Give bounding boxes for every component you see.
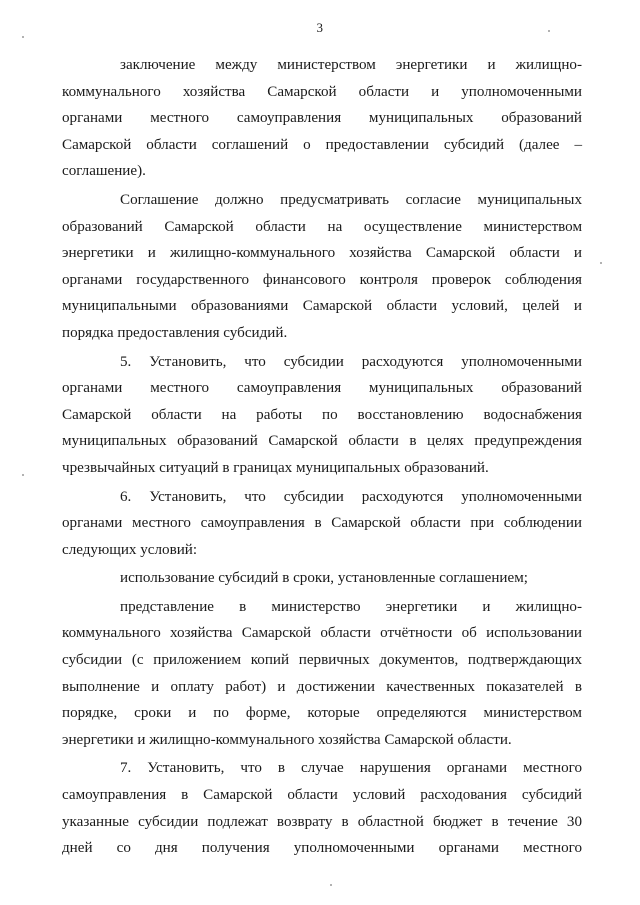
text-line: 5. Установить, что субсидии расходуются уполномоченными <box>120 353 582 370</box>
scan-speck <box>22 474 24 476</box>
text-line: чрезвычайных ситуаций в границах муниципальных образований. <box>62 459 489 476</box>
text-line: энергетики и жилищно-коммунального хозяйства Самарской области. <box>62 731 512 748</box>
paragraph-agreement-conclusion <box>62 52 582 185</box>
paragraph-condition-deadlines <box>62 565 582 592</box>
text-line: указанные субсидии подлежат возврату в областной бюджет в течение 30 <box>62 813 582 830</box>
text-line: коммунального хозяйства Самарской области отчётности об использовании <box>62 625 582 642</box>
text-line: использование субсидий в сроки, установленные соглашением; <box>120 570 528 587</box>
text-line: следующих условий: <box>62 541 198 558</box>
text-line: субсидии (с приложением копий первичных документов, подтверждающих <box>62 652 582 669</box>
scan-speck <box>548 30 550 32</box>
text-line: коммунального хозяйства Самарской области и уполномоченными <box>62 83 582 100</box>
text-line: заключение между министерством энергетики и жилищно- <box>120 57 582 73</box>
text-line: дней со дня получения уполномоченными органами местного <box>62 840 582 857</box>
paragraph-item-5 <box>62 349 582 482</box>
text-line: энергетики и жилищно-коммунального хозяйства Самарской области и <box>62 245 582 262</box>
text-line: образований Самарской области на осуществление министерством <box>62 218 582 235</box>
page-number: 3 <box>316 20 324 35</box>
paragraph-agreement-consent <box>62 187 582 347</box>
text-line: соглашение). <box>62 163 146 180</box>
document-body <box>62 52 582 862</box>
text-line: 7. Установить, что в случае нарушения органами местного <box>120 760 582 777</box>
scan-speck <box>330 884 332 886</box>
text-line: органами государственного финансового контроля проверок соблюдения <box>62 271 582 288</box>
text-line: порядка предоставления субсидий. <box>62 324 288 341</box>
text-line: самоуправления в Самарской области условий расходования субсидий <box>62 787 582 804</box>
text-line: муниципальных образований Самарской области в целях предупреждения <box>62 433 582 450</box>
scan-speck <box>22 36 24 38</box>
paragraph-condition-reporting <box>62 594 582 754</box>
text-line: Соглашение должно предусматривать согласие муниципальных <box>120 191 582 208</box>
text-line: органами местного самоуправления муниципальных образований <box>62 110 582 127</box>
text-line: порядке, сроки и по форме, которые определяются министерством <box>62 705 582 722</box>
text-line: Самарской области на работы по восстановлению водоснабжения <box>62 406 582 423</box>
text-line: органами местного самоуправления в Самарской области при соблюдении <box>62 515 582 532</box>
text-line: выполнение и оплату работ) и достижении качественных показателей в <box>62 678 582 695</box>
scan-speck <box>600 262 602 264</box>
paragraph-item-7 <box>62 755 582 861</box>
text-line: органами местного самоуправления муниципальных образований <box>62 380 582 397</box>
paragraph-item-6 <box>62 484 582 564</box>
text-line: Самарской области соглашений о предоставлении субсидий (далее – <box>62 136 582 153</box>
text-line: 6. Установить, что субсидии расходуются уполномоченными <box>120 488 582 505</box>
text-line: представление в министерство энергетики и жилищно- <box>120 598 582 615</box>
text-line: муниципальными образованиями Самарской области условий, целей и <box>62 298 582 315</box>
